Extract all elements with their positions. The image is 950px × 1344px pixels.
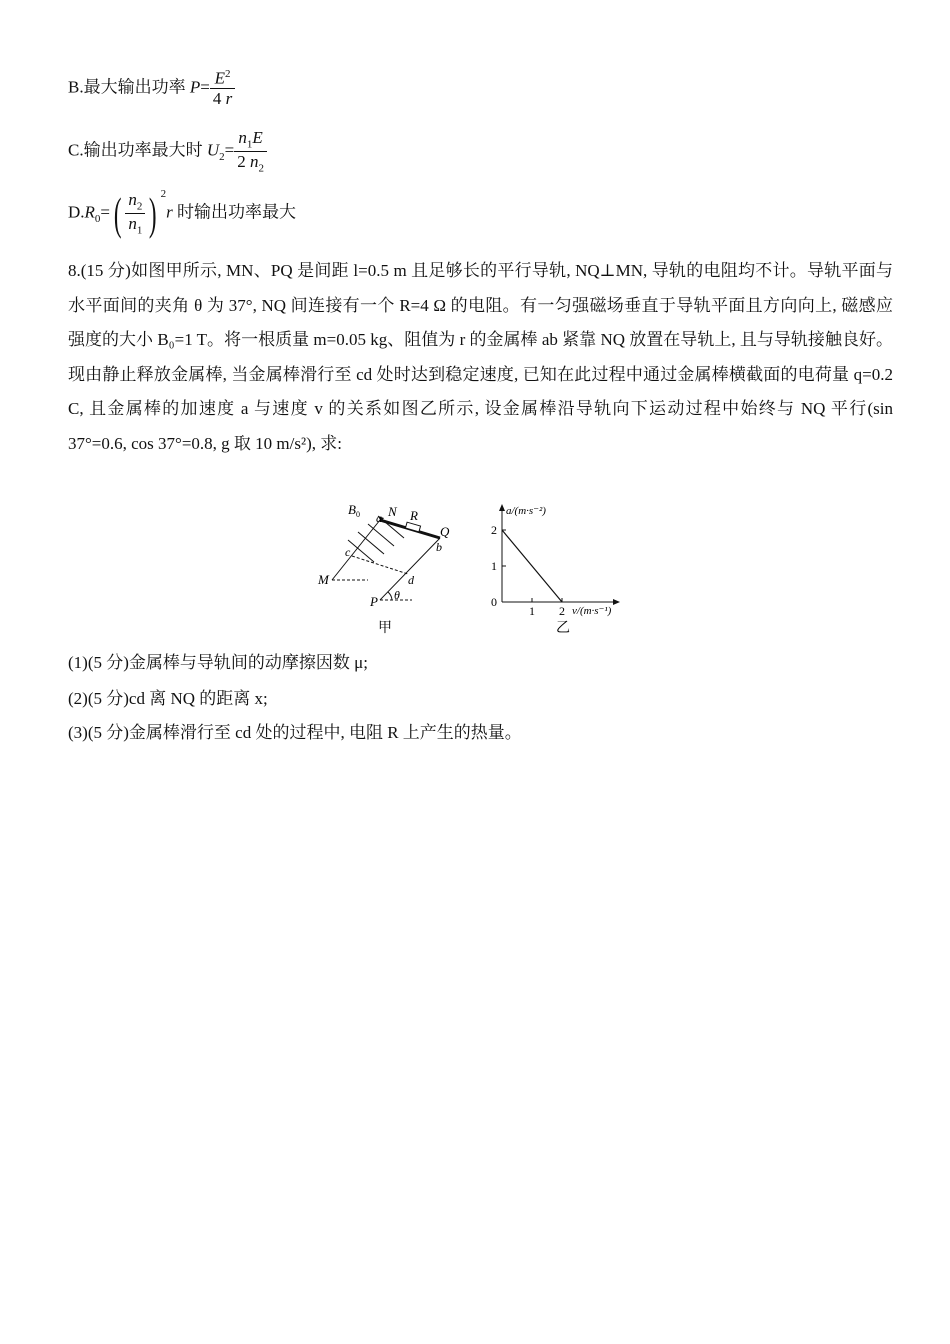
label-theta: θ [394,588,400,602]
label-m: M [318,572,329,587]
label-r: R [410,508,418,523]
option-d-den: n [128,214,137,234]
caption-right: 乙 [556,621,570,636]
angle-arc [388,592,392,600]
option-c-prefix: C.输出功率最大时 [68,140,207,160]
option-c-fraction [234,128,267,175]
x-axis-arrow [613,599,620,605]
option-d-prefix: D. [68,202,85,222]
rail-mn [332,520,380,580]
x-axis-label: v/(m·s⁻¹) [572,605,612,617]
field-arrow [368,524,394,546]
option-c-sub: 2 [219,150,225,163]
option-c-den-b: n [249,152,259,172]
sub-question-2 [68,684,268,709]
option-d-tail: 时输出功率最大 [172,202,297,222]
sub-question-1 [68,648,368,673]
right-paren: ) [149,187,157,239]
option-d-tail-var: r [166,202,173,222]
option-d-num: n [128,190,137,209]
line-cd [352,556,408,574]
option-c-num-sub: 1 [246,138,253,151]
label-n: N [388,504,397,519]
y-tick-label: 1 [491,559,497,573]
label-p: P [370,594,378,609]
question-text: 如图甲所示, MN、PQ 是间距 l=0.5 m 且足够长的平行导轨, NQ⊥MN, 导轨的电阻均不计。导轨平面与水平面间的夹角 θ 为 37°, NQ 间连接有一个 R=4 Ω 的电阻。有一匀强磁场垂直于导轨平面且方向向上, 磁感应强度的大小 B₀=1 T。将一根质量 m=0.05 kg、阻值为 r 的金属棒 ab 紧靠 NQ 放置在导轨上, 且与导轨接触良好。现由静止释放金属棒, 当金属棒滑行至 cd 处时达到稳定速度, 已知在此过程中通过金属棒横截面的电荷量 q=0.2 C, 且金属棒的加速度 a 与速度 v 的关系如图乙所示, 设金属棒沿导轨向下运动过程中始终与 NQ 平行(sin 37°=0.6, cos 37°=0.8, g 取 10 m/s²), 求: [68,261,894,453]
option-d-fraction [125,190,145,237]
label-q: Q [440,524,450,539]
option-c-den-sub: 2 [258,162,264,175]
option-d-sup: 2 [160,187,167,200]
label-c: c [345,545,351,559]
option-c-eq: = [224,140,235,160]
figure-right [478,500,638,640]
option-b-prefix: B.最大输出功率 [68,77,190,97]
option-b-num: E [214,68,225,88]
option-d [68,187,297,239]
option-c-den-a: 2 [237,152,246,172]
question-8 [68,254,893,461]
sub-question-1-label: (1)(5 分) [68,653,129,672]
option-d-num-sub: 2 [136,200,143,213]
sub-question-3-text: 金属棒滑行至 cd 处的过程中, 电阻 R 上产生的热量。 [128,723,522,742]
option-b-fraction [210,68,235,109]
option-c [68,128,267,175]
sub-question-3 [68,718,522,743]
y-axis-label: a/(m·s⁻²) [506,505,546,517]
left-paren: ( [113,187,122,239]
option-d-var: R [84,202,95,222]
y-tick-label: 2 [491,523,497,537]
caption-left: 甲 [378,621,392,636]
option-b-num-sup: 2 [224,68,231,80]
x-tick-label: 2 [559,604,565,618]
option-c-var: U [206,140,220,160]
series-line [502,530,562,602]
option-b-eq: = [200,77,210,97]
option-d-eq: = [100,202,111,222]
option-b-var: P [189,77,201,97]
option-b [68,68,235,109]
rail-pq [380,538,440,600]
label-a: a [376,511,382,525]
option-b-den-b: r [225,89,233,109]
label-b0: $B_0$ [348,502,360,519]
label-b: b [436,540,442,554]
y-axis-arrow [499,504,505,511]
option-c-num-b: E [252,128,263,147]
resistor [405,522,420,532]
option-d-sub: 0 [94,212,101,225]
figure-left [312,500,452,640]
sub-question-2-text: cd 离 NQ 的距离 x; [128,689,268,708]
x-tick-label: 1 [529,604,535,618]
option-c-num-a: n [238,128,247,147]
option-d-den-sub: 1 [136,224,143,237]
origin-label: 0 [491,595,497,609]
option-b-den-a: 4 [212,89,222,109]
sub-question-3-label: (3)(5 分) [68,723,129,742]
sub-question-1-text: 金属棒与导轨间的动摩擦因数 μ; [128,653,368,672]
question-number: 8.(15 分) [68,261,131,280]
label-d: d [408,573,414,587]
sub-question-2-label: (2)(5 分) [68,689,129,708]
